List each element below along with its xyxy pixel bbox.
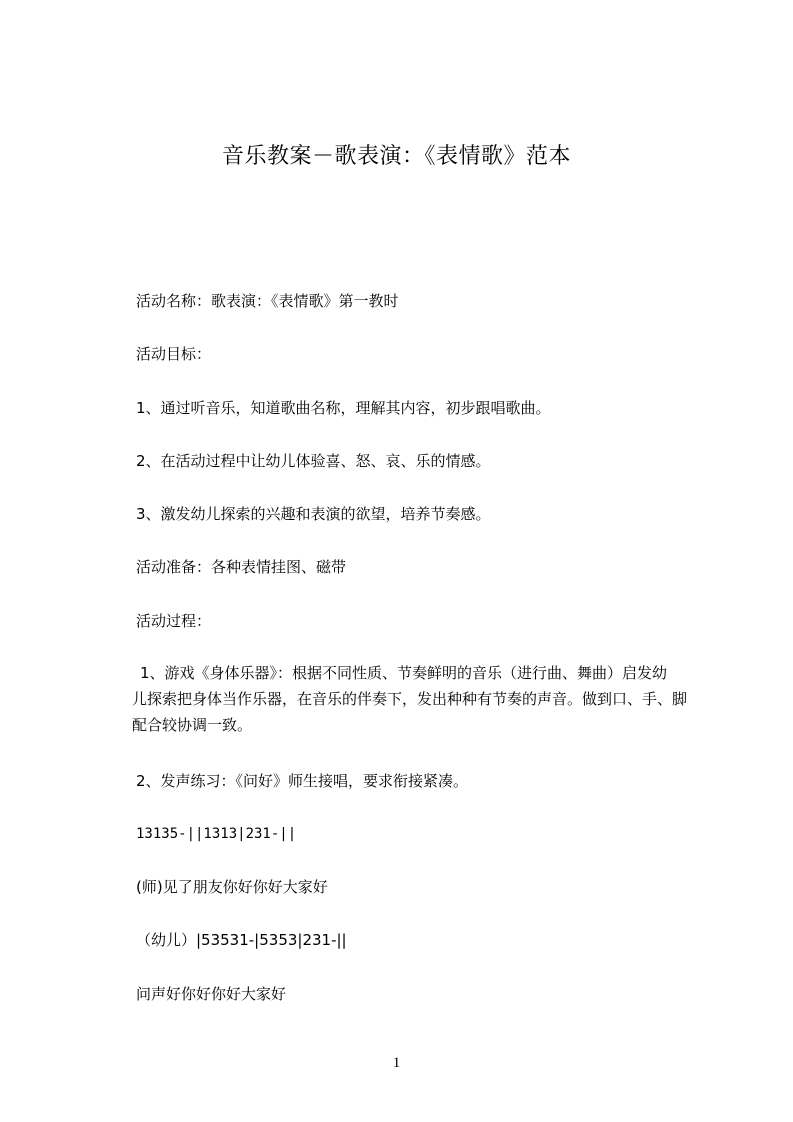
document-title: 音乐教案－歌表演：《表情歌》范本	[221, 144, 571, 169]
page-number: 1	[392, 1055, 401, 1071]
notation-teacher: 13135-||1313|231-||	[136, 826, 297, 842]
process-item-1-line-3: 配合较协调一致。	[132, 716, 253, 734]
lyrics-child: 问声好你好你好大家好	[136, 985, 287, 1003]
goal-item-2: 2、在活动过程中让幼儿体验喜、怒、哀、乐的情感。	[136, 452, 491, 470]
goal-item-3: 3、激发幼儿探索的兴趣和表演的欲望，培养节奏感。	[136, 505, 491, 523]
lyrics-teacher: (师)见了朋友你好你好大家好	[136, 878, 328, 896]
notation-child: （幼儿）|53531-|5353|231-||	[136, 931, 347, 949]
activity-goals-heading: 活动目标：	[136, 345, 212, 363]
process-item-1-line-2: 儿探索把身体当作乐器，在音乐的伴奏下，发出种种有节奏的声音。做到口、手、脚	[132, 690, 688, 708]
activity-process-heading: 活动过程：	[136, 612, 212, 630]
goal-item-1: 1、通过听音乐，知道歌曲名称，理解其内容，初步跟唱歌曲。	[136, 399, 551, 417]
process-item-2: 2、发声练习：《问好》师生接唱，要求衔接紧凑。	[136, 772, 469, 790]
process-item-1-line-1: 1、游戏《身体乐器》：根据不同性质、节奏鲜明的音乐（进行曲、舞曲）启发幼	[140, 664, 668, 682]
process-item-1	[132, 660, 704, 738]
activity-preparation: 活动准备：各种表情挂图、磁带	[136, 558, 347, 576]
activity-name: 活动名称：歌表演：《表情歌》第一教时	[136, 292, 399, 310]
